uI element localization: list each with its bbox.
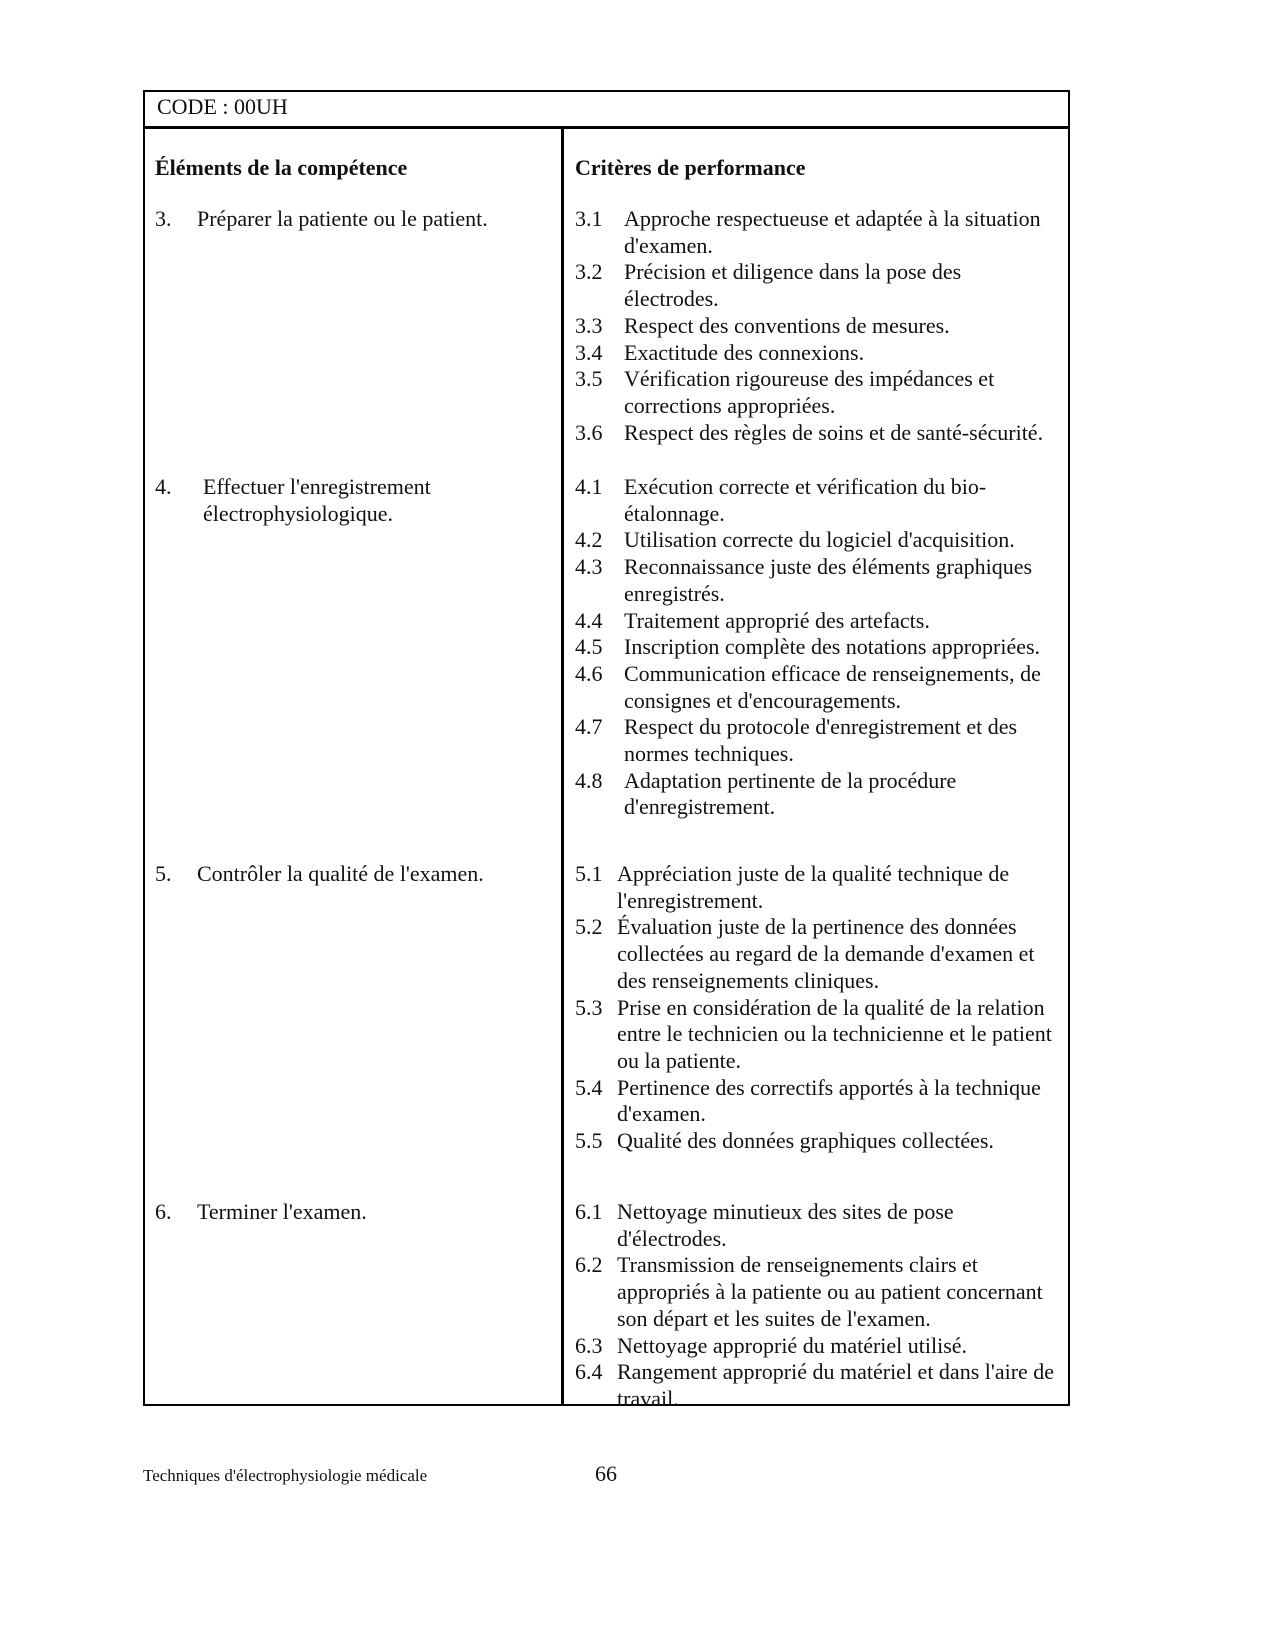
elements-header: Éléments de la compétence: [155, 155, 408, 180]
criteria-list: [575, 474, 1060, 821]
code-row: [145, 92, 1068, 129]
criterion-text: Appréciation juste de la qualité technique de l'enregistrement.: [617, 861, 1010, 913]
criteria-list: [575, 861, 1060, 1155]
criterion-number: 6.4: [575, 1359, 603, 1385]
criterion-text: Respect du protocole d'enregistrement et des normes techniques.: [624, 714, 1018, 767]
criterion-number: 3.6: [575, 419, 603, 445]
criterion-item: [575, 1359, 1060, 1412]
criterion-number: 4.7: [575, 714, 603, 740]
competency-table: [143, 90, 1070, 1411]
criterion-number: 4.8: [575, 767, 603, 793]
criterion-item: [575, 1128, 1060, 1155]
criterion-item: [575, 313, 1060, 340]
competency-code: CODE : 00UH: [157, 94, 288, 119]
criterion-item: [575, 1333, 1060, 1360]
criterion-number: 4.5: [575, 634, 603, 660]
criterion-text: Rangement approprié du matériel et dans l'aire de travail.: [617, 1359, 1055, 1411]
page-number: 66: [595, 1461, 617, 1486]
criterion-number: 6.2: [575, 1252, 603, 1278]
criterion-item: [575, 259, 1060, 312]
criterion-text: Transmission de renseignements clairs et appropriés à la patiente ou au patient concernant son départ et les suites de l'examen.: [617, 1252, 1043, 1331]
criterion-text: Adaptation pertinente de la procédure d'enregistrement.: [624, 767, 957, 820]
criterion-item: [575, 634, 1060, 661]
criterion-item: [575, 340, 1060, 367]
criterion-number: 3.4: [575, 339, 603, 365]
criterion-text: Communication efficace de renseignements, de consignes et d'encouragements.: [624, 660, 1041, 713]
criterion-text: Respect des conventions de mesures.: [624, 312, 950, 338]
criterion-item: [575, 1199, 1060, 1252]
criterion-number: 4.1: [575, 474, 603, 499]
criterion-number: 3.3: [575, 312, 603, 338]
element-text: Contrôler la qualité de l'examen.: [197, 861, 484, 886]
criteria-list: [575, 1199, 1060, 1413]
criterion-number: 4.4: [575, 607, 603, 633]
criterion-text: Précision et diligence dans la pose des électrodes.: [624, 259, 962, 312]
element-number: 5.: [155, 861, 172, 886]
criterion-number: 4.2: [575, 527, 603, 553]
competency-element: [155, 861, 545, 888]
competency-element: [155, 474, 545, 527]
criterion-item: [575, 768, 1060, 821]
criterion-item: [575, 1252, 1060, 1332]
criterion-number: 5.5: [575, 1128, 603, 1154]
criterion-text: Exactitude des connexions.: [624, 339, 865, 365]
criterion-number: 5.3: [575, 994, 603, 1020]
criterion-number: 3.5: [575, 366, 603, 392]
criterion-text: Utilisation correcte du logiciel d'acquisition.: [624, 527, 1015, 553]
criterion-item: [575, 554, 1060, 607]
competency-element: [155, 206, 545, 233]
criterion-text: Nettoyage minutieux des sites de pose d'électrodes.: [617, 1199, 954, 1251]
criterion-number: 6.3: [575, 1332, 603, 1358]
criterion-text: Approche respectueuse et adaptée à la situation d'examen.: [624, 206, 1041, 258]
criterion-item: [575, 914, 1060, 994]
criterion-text: Exécution correcte et vérification du bio-étalonnage.: [624, 474, 987, 526]
criterion-number: 5.4: [575, 1074, 603, 1100]
criterion-item: [575, 206, 1060, 259]
criterion-number: 4.6: [575, 660, 603, 686]
criterion-text: Reconnaissance juste des éléments graphiques enregistrés.: [624, 554, 1033, 606]
criterion-text: Pertinence des correctifs apportés à la technique d'examen.: [617, 1074, 1041, 1127]
element-text: Effectuer l'enregistrement électrophysiologique.: [203, 474, 431, 526]
element-number: 4.: [155, 474, 172, 499]
criterion-text: Prise en considération de la qualité de la relation entre le technicien ou la technicienne et le patient ou la patiente.: [617, 994, 1052, 1073]
competency-element: [155, 1199, 545, 1226]
criteria-list: [575, 206, 1060, 446]
criterion-number: 4.3: [575, 554, 603, 580]
criterion-item: [575, 861, 1060, 914]
element-text: Préparer la patiente ou le patient.: [197, 206, 488, 231]
criterion-text: Vérification rigoureuse des impédances et corrections appropriées.: [624, 366, 995, 418]
criterion-item: [575, 527, 1060, 554]
criterion-text: Qualité des données graphiques collectées.: [617, 1128, 994, 1154]
criterion-item: [575, 995, 1060, 1075]
criterion-text: Évaluation juste de la pertinence des données collectées au regard de la demande d'examen et des renseignements cliniques.: [617, 914, 1035, 993]
criterion-item: [575, 474, 1060, 527]
criterion-item: [575, 608, 1060, 635]
criterion-text: Respect des règles de soins et de santé-sécurité.: [624, 419, 1044, 445]
criterion-item: [575, 366, 1060, 419]
column-divider: [561, 128, 564, 1404]
criterion-number: 3.2: [575, 259, 603, 285]
footer-title: Techniques d'électrophysiologie médicale: [143, 1466, 428, 1485]
criterion-item: [575, 661, 1060, 714]
criterion-number: 3.1: [575, 206, 603, 231]
criterion-text: Nettoyage approprié du matériel utilisé.: [617, 1332, 968, 1358]
criterion-item: [575, 1075, 1060, 1128]
criterion-text: Traitement approprié des artefacts.: [624, 607, 930, 633]
criterion-item: [575, 714, 1060, 767]
criterion-text: Inscription complète des notations appropriées.: [624, 634, 1041, 660]
element-number: 6.: [155, 1199, 172, 1224]
criterion-item: [575, 420, 1060, 447]
criteria-header: Critères de performance: [575, 155, 806, 180]
criterion-number: 5.1: [575, 861, 603, 886]
element-number: 3.: [155, 206, 172, 231]
criterion-number: 5.2: [575, 914, 603, 940]
criterion-number: 6.1: [575, 1199, 603, 1224]
element-text: Terminer l'examen.: [197, 1199, 367, 1224]
